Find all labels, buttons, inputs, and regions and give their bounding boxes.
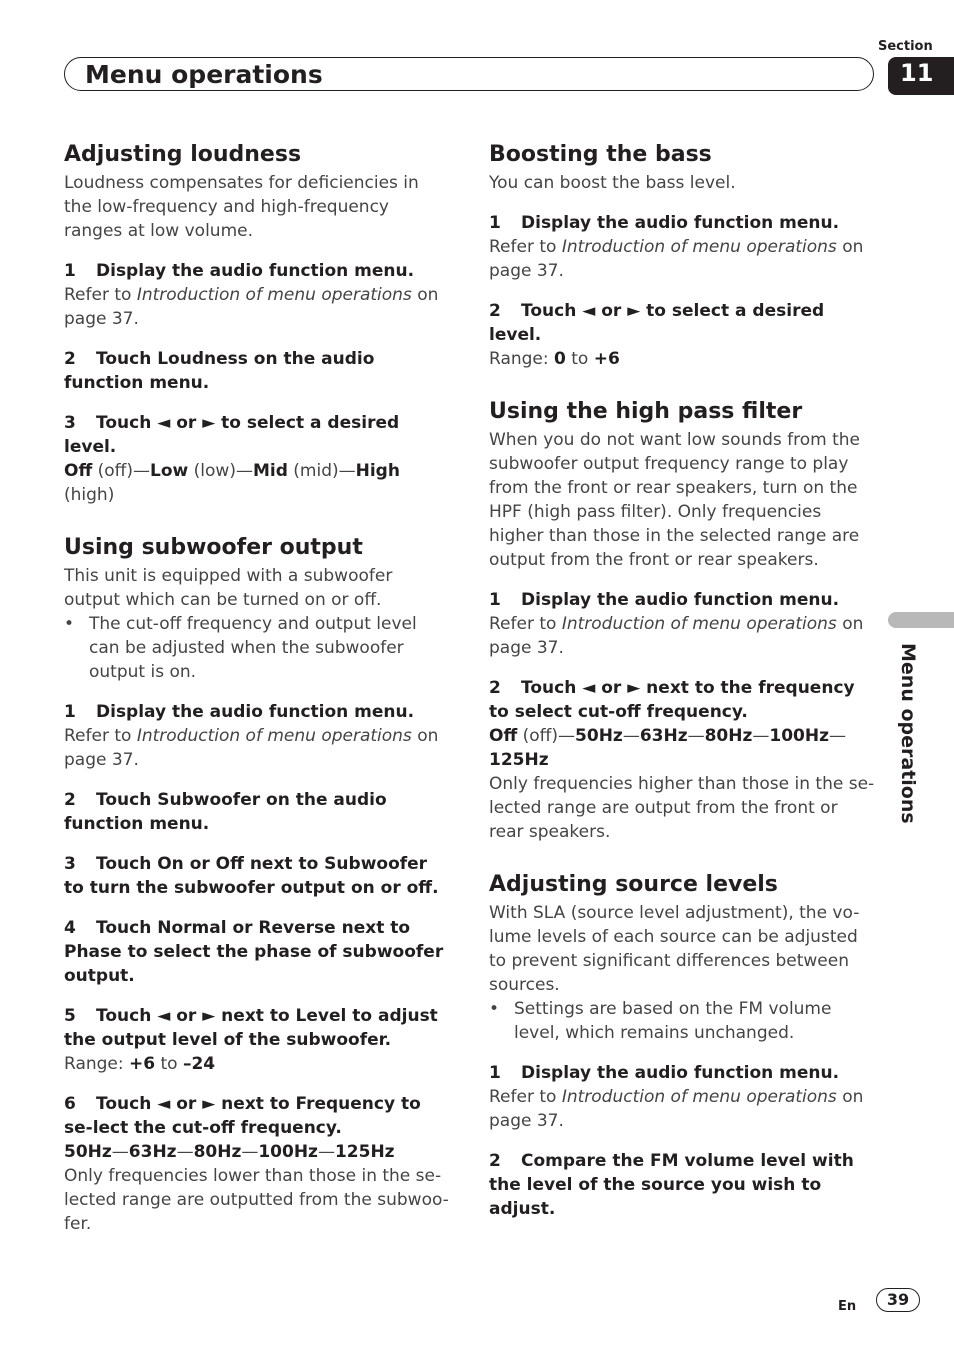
step-text: Touch Subwoofer on the audio function menu. [64,790,387,834]
step-heading [64,1092,450,1140]
section-number-tab: 11 [888,57,954,95]
side-tab-marker [888,612,954,628]
step-number: 2 [489,301,501,321]
step-heading [64,411,450,459]
ref-prefix: Refer to [489,237,562,257]
frequency-value: 100Hz [769,726,829,746]
frequency-value: 50Hz [575,726,623,746]
step-note: Only frequencies lower than those in the se-lected range are outputted from the subwoo-fer. [64,1166,449,1234]
step-text: Compare the FM volume level with the level of the source you wish to adjust. [489,1151,854,1219]
ref-title: Introduction of menu operations [561,237,837,257]
step-reference [489,235,875,283]
section-heading: Boosting the bass [489,142,712,167]
ref-title: Introduction of menu operations [561,1087,837,1107]
step-number: 4 [64,918,76,938]
section-intro: This unit is equipped with a subwoofer output which can be turned on or off. [64,566,393,610]
option-desc: (mid)— [287,461,356,481]
step-heading [64,852,450,900]
ref-title: Introduction of menu operations [561,614,837,634]
frequency-value: 80Hz [193,1142,242,1162]
step-number: 2 [489,1151,501,1171]
step-number: 1 [489,1063,501,1083]
separator: — [176,1142,194,1162]
frequency-value: 50Hz [64,1142,112,1162]
option-value: Off [64,461,93,481]
ref-title: Introduction of menu operations [136,726,412,746]
range-label: Range: [489,349,555,369]
step-number: 1 [489,590,501,610]
step-number: 6 [64,1094,76,1114]
step-heading [489,588,875,612]
bullet-text: The cut-off frequency and output level can be adjusted when the subwoofer output is on. [89,614,417,682]
ref-prefix: Refer to [489,1087,562,1107]
ref-suffix: on page 37. [489,1087,864,1131]
step-text: Display the audio function menu. [521,590,840,610]
step-text: Touch ◄ or ► next to Frequency to se-lect the cut-off frequency. [64,1094,421,1138]
separator: — [687,726,705,746]
separator: — [111,1142,129,1162]
option-desc: (high) [64,485,115,505]
section-boosting-the-bass [489,140,875,371]
header-bar [64,57,874,91]
step-heading [489,1061,875,1085]
separator: — [622,726,640,746]
step-number: 3 [64,413,76,433]
option-value: High [355,461,400,481]
step-heading [64,347,450,395]
step-text: Display the audio function menu. [96,261,415,281]
range-min: 0 [554,349,566,369]
side-section-label: Menu operations [897,643,919,824]
bullet-mark: • [64,614,75,634]
step-heading [489,299,875,347]
section-intro: With SLA (source level adjustment), the vo-lume levels of each source can be adjusted to prevent significant differences between sources. [489,903,860,995]
frequency-value: 125Hz [334,1142,395,1162]
ref-suffix: on page 37. [64,285,439,329]
level-options [64,459,450,507]
frequency-options [489,724,875,772]
range-label: Range: [64,1054,130,1074]
bullet-item [489,997,875,1045]
option-desc: (low)— [188,461,253,481]
step-heading [489,211,875,235]
step-text: Display the audio function menu. [521,213,840,233]
left-column [64,140,450,1236]
section-label: Section [878,39,933,54]
step-note: Only frequencies higher than those in the se-lected range are output from the front or rear speakers. [489,774,875,842]
separator: — [752,726,770,746]
step-number: 5 [64,1006,76,1026]
step-number: 2 [64,349,76,369]
bullet-mark: • [489,999,500,1019]
right-column [489,140,875,1221]
separator: — [317,1142,335,1162]
section-adjusting-loudness [64,140,450,507]
section-heading: Adjusting loudness [64,142,302,167]
page-number: 39 [876,1288,920,1312]
option-desc: (off)— [517,726,576,746]
step-reference [489,612,875,660]
option-desc: (off)— [92,461,151,481]
range-line [64,1052,450,1076]
ref-suffix: on page 37. [64,726,439,770]
range-to: to [565,349,594,369]
option-value: Off [489,726,518,746]
range-min: +6 [129,1054,156,1074]
step-text: Touch ◄ or ► to select a desired level. [489,301,825,345]
step-heading [64,916,450,988]
frequency-options [64,1140,450,1164]
separator: — [828,726,846,746]
step-text: Touch ◄ or ► next to the frequency to select cut-off frequency. [489,678,855,722]
step-heading [489,1149,875,1221]
step-number: 3 [64,854,76,874]
ref-prefix: Refer to [64,285,137,305]
range-line [489,347,875,371]
separator: — [241,1142,259,1162]
option-value: Mid [252,461,288,481]
step-reference [64,283,450,331]
step-number: 1 [64,261,76,281]
step-text: Touch Loudness on the audio function menu. [64,349,375,393]
section-intro: When you do not want low sounds from the subwoofer output frequency range to play from the front or rear speakers, turn on the HPF (high pass filter). Only frequencies higher than those in the selected range are output from the front or rear speakers. [489,430,861,570]
step-number: 2 [489,678,501,698]
step-text: Display the audio function menu. [96,702,415,722]
page-title: Menu operations [85,60,323,89]
step-heading [489,676,875,724]
section-adjusting-source-levels [489,870,875,1221]
frequency-value: 63Hz [128,1142,177,1162]
range-max: –24 [182,1054,216,1074]
range-to: to [155,1054,183,1074]
ref-prefix: Refer to [64,726,137,746]
section-heading: Using the high pass filter [489,399,803,424]
frequency-value: 63Hz [639,726,688,746]
step-heading [64,700,450,724]
section-using-subwoofer-output [64,533,450,1236]
step-heading [64,1004,450,1052]
bullet-item [64,612,450,684]
section-heading: Adjusting source levels [489,872,778,897]
section-intro: You can boost the bass level. [489,173,736,193]
footer-language: En [838,1299,857,1314]
ref-suffix: on page 37. [489,237,864,281]
range-max: +6 [593,349,620,369]
step-reference [64,724,450,772]
frequency-value: 125Hz [489,750,549,770]
step-number: 2 [64,790,76,810]
ref-title: Introduction of menu operations [136,285,412,305]
step-reference [489,1085,875,1133]
section-using-the-high-pass-filter [489,397,875,844]
step-text: Display the audio function menu. [521,1063,840,1083]
ref-suffix: on page 37. [489,614,864,658]
step-text: Touch ◄ or ► next to Level to adjust the output level of the subwoofer. [64,1006,438,1050]
bullet-text: Settings are based on the FM volume level, which remains unchanged. [514,999,832,1043]
step-heading [64,788,450,836]
frequency-value: 80Hz [704,726,753,746]
frequency-value: 100Hz [258,1142,318,1162]
ref-prefix: Refer to [489,614,562,634]
section-intro: Loudness compensates for deficiencies in the low-frequency and high-frequency ranges at low volume. [64,173,419,241]
step-number: 1 [489,213,501,233]
step-number: 1 [64,702,76,722]
step-text: Touch ◄ or ► to select a desired level. [64,413,400,457]
step-text: Touch Normal or Reverse next to Phase to select the phase of subwoofer output. [64,918,444,986]
option-value: Low [150,461,189,481]
step-text: Touch On or Off next to Subwoofer to turn the subwoofer output on or off. [64,854,439,898]
step-heading [64,259,450,283]
section-heading: Using subwoofer output [64,535,363,560]
